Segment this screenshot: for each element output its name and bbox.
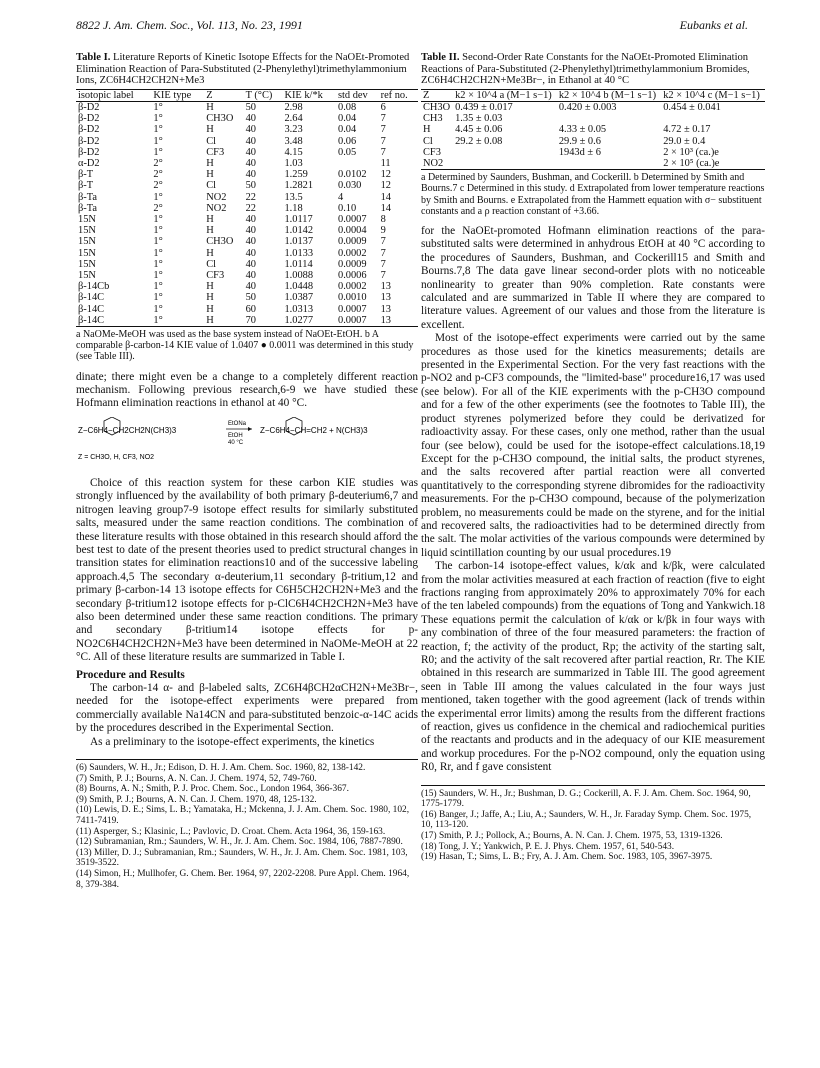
table-cell [661, 113, 765, 124]
table-cell: 0.08 [338, 101, 357, 113]
table-cell: 2.98 [284, 101, 303, 113]
table-cell: 0.06 [338, 135, 357, 147]
table-cell: 12 [380, 180, 391, 192]
table-cell: 1° [153, 191, 163, 203]
reference: (11) Asperger, S.; Klasinic, L.; Pavlovic, D. Croat. Chem. Acta 1964, 36, 159-163. [76, 826, 386, 837]
table-row [76, 248, 418, 259]
table2-caption: Table II. Second-Order Rate Constants for the NaOEt-Promoted Elimination Reactions of Para-Substituted (2-Phenylethyl)trimethylammonium Bromides, ZC6H4CH2CH2N+Me3Br−, in Ethanol at 40 °C [421, 52, 750, 87]
table-header-cell: k2 × 10^4 b (M−1 s−1) [557, 89, 661, 101]
reference: (13) Miller, D. J.; Subramanian, Rm.; Saunders, W. H., Jr. J. Am. Chem. Soc. 1981, 103, 3519-3522. [76, 847, 408, 869]
table-cell: 12 [380, 169, 391, 181]
table-cell: 7 [380, 135, 386, 147]
table-cell: 13 [380, 303, 391, 315]
table-cell: 40 [245, 124, 256, 136]
table-cell: α-D2 [78, 158, 100, 169]
table2-footnote: a Determined by Saunders, Bushman, and Cockerill. b Determined by Smith and Bourns.7 c Determined in this study. d Extrapolated from lower temperature reactions by Smith and Bourns. e Extrapolated from the Hammett equation with σ− substituent constants and a ρ reaction constant of +3.66. [421, 172, 765, 217]
table-cell: 0.04 [338, 113, 357, 125]
table-cell: 13 [380, 281, 391, 293]
table-cell: 1.0313 [284, 303, 314, 315]
table-cell: 1° [153, 135, 163, 147]
table-row [76, 147, 418, 158]
table-cell: CH3O [423, 101, 451, 113]
table-cell: 13 [380, 292, 391, 304]
table-cell: 40 [245, 169, 256, 181]
table-row [76, 304, 418, 315]
table-cell: 0.0002 [338, 247, 367, 259]
table-cell: β-D2 [78, 113, 100, 125]
table-cell: 1.0137 [284, 236, 314, 248]
table-cell: 4.72 ± 0.17 [663, 124, 711, 136]
right-column [421, 52, 765, 863]
table-row [76, 214, 418, 225]
arrowhead-icon [248, 427, 252, 431]
table-cell: 7 [380, 124, 386, 136]
table-row [421, 124, 765, 135]
table-cell: Cl [423, 135, 433, 147]
table-cell: 1.0114 [284, 258, 313, 270]
table-cell: 0.0010 [338, 292, 367, 304]
table-cell: 40 [245, 258, 256, 270]
table-cell: 29.0 ± 0.4 [663, 135, 706, 147]
table-cell: 11 [380, 158, 391, 169]
reference: (14) Simon, H.; Mullhofer, G. Chem. Ber. 1964, 97, 2202-2208. Pure Appl. Chem. 1964, 8, 379-384. [76, 868, 410, 890]
table-cell: 1° [153, 281, 163, 293]
table-cell: 1° [153, 124, 163, 136]
table-cell: 0.0102 [338, 169, 367, 181]
table-cell: 6 [380, 101, 386, 113]
table-cell: 15N [78, 258, 96, 270]
table-cell: H [206, 314, 214, 326]
table-cell: 1° [153, 113, 163, 125]
table-cell: 4 [338, 191, 344, 203]
reference: (12) Subramanian, Rm.; Saunders, W. H., Jr. J. Am. Chem. Soc. 1984, 106, 7887-7890. [76, 837, 403, 848]
reference: (7) Smith, P. J.; Bourns, A. N. Can. J. Chem. 1974, 52, 749-760. [76, 773, 317, 784]
table-cell: 40 [245, 247, 256, 259]
paragraph: The carbon-14 isotope-effect values, k/αk and k/βk, were calculated from the molar activities measured at each fraction of reaction (five to eight fractions ranging from approximately 20% to approximately 70% for each of the ten labeled compounds) from the equations of Tong and Yankwich.18 These equations permit the calculation of k/αk or k/βk in four ways with any combination of three of the four measured parameters: the fraction of reaction, f; the activity of the product, Rp; the activity of the starting salt, R0; and the activity of the salt recovered after partial reaction, Rr. The KIE obtained in this research are summarized in Table III. The good agreement seen in Table III among the values calculated in the four ways just mentioned, taken together with the good agreement (lack of trends within the experimental error limits) among the results from the different fractions of reaction, gives us confidence in the chemical and radiochemical purities of the reactants and products and in the adequacy of our KIE measurement and workup procedures. For the p-NO2 compound, only the equation using R0, Rr, and f gave consistent [421, 560, 765, 774]
table-cell: H [206, 158, 214, 169]
references-right [421, 785, 765, 863]
table-cell: 1° [153, 303, 163, 315]
table-cell: 0.0007 [338, 314, 367, 326]
table-cell: β-D2 [78, 146, 100, 158]
left-column [76, 52, 418, 890]
table-cell: 40 [245, 214, 256, 226]
table-cell: 1943d ± 6 [558, 146, 601, 158]
table-cell: 1.0133 [284, 247, 314, 259]
reference: (16) Banger, J.; Jaffe, A.; Liu, A.; Saunders, W. H., Jr. Faraday Symp. Chem. Soc. 1975, 10, 113-120. [421, 809, 752, 831]
table-cell: 40 [245, 158, 256, 169]
table-header-cell: KIE k/*k [282, 89, 336, 101]
table-cell: 1° [153, 146, 163, 158]
table-cell: 40 [245, 225, 256, 237]
table-header-cell: k2 × 10^4 a (M−1 s−1) [453, 89, 557, 101]
table-row [76, 292, 418, 303]
table-header-cell: Z [204, 89, 243, 101]
table-cell: 1.35 ± 0.03 [455, 113, 503, 125]
table-row [76, 315, 418, 327]
table-cell: 1.0117 [284, 214, 313, 226]
table-cell: 40 [245, 146, 256, 158]
reference: (6) Saunders, W. H., Jr.; Edison, D. H. J. Am. Chem. Soc. 1960, 82, 138-142. [76, 763, 366, 773]
table-cell: 40 [245, 281, 256, 293]
table-cell: 0.454 ± 0.041 [663, 101, 721, 113]
table-cell: CH3O [206, 236, 234, 248]
table-cell: β-D2 [78, 124, 100, 136]
table-row [76, 192, 418, 203]
table-cell: 50 [245, 180, 256, 192]
table-cell: 8 [380, 214, 386, 226]
scheme-substituents: Z = CH3O, H, CF3, NO2 [78, 453, 155, 461]
table-cell: 1.18 [284, 202, 303, 214]
table-cell: H [206, 292, 214, 304]
table-cell: 2° [153, 169, 163, 181]
table-row [76, 281, 418, 292]
paragraph: As a preliminary to the isotope-effect experiments, the kinetics [90, 735, 375, 748]
table-cell: 0.04 [338, 124, 357, 136]
table-cell [453, 158, 557, 170]
table-cell: 15N [78, 214, 96, 226]
table-cell: CF3 [206, 270, 225, 282]
table-cell: 7 [380, 258, 386, 270]
table-row [421, 136, 765, 147]
table-cell: 40 [245, 135, 256, 147]
table-cell: 14 [380, 202, 391, 214]
table1-caption: Table I. Literature Reports of Kinetic Isotope Effects for the NaOEt-Promoted Elimination Reaction of Para-Substituted (2-Phenylethyl)trimethylammonium Ions, ZC6H4CH2CH2N+Me3 [76, 52, 410, 87]
table-cell: CF3 [423, 146, 441, 158]
table-cell: β-14C [78, 303, 105, 315]
table-row [421, 113, 765, 124]
table-cell: 2 × 10³ (ca.)e [663, 146, 719, 158]
table-cell: 0.0006 [338, 270, 367, 282]
table-cell: 13 [380, 314, 391, 326]
table-header-cell: Z [421, 89, 453, 101]
scheme-reactant: Z−C6H4−CH2CH2N(CH3)3 [78, 425, 177, 435]
table-cell: 2.64 [284, 113, 303, 125]
table-cell: Cl [206, 135, 217, 147]
table-header-cell: k2 × 10^4 c (M−1 s−1) [661, 89, 765, 101]
table-cell: 40 [245, 236, 256, 248]
table-cell: 0.0009 [338, 236, 367, 248]
scheme-temperature: 40 °C [228, 439, 244, 446]
table-header-cell: T (°C) [244, 89, 283, 101]
table-cell: 0.030 [338, 180, 362, 192]
table-cell: H [206, 247, 214, 259]
table-cell: 1° [153, 101, 163, 113]
paragraph: dinate; there might even be a change to a completely different reaction mechanism. Following previous research,6-9 we have studied these Hofmann elimination reactions in ethanol at 40 °C. [76, 370, 418, 410]
table-cell: 7 [380, 247, 386, 259]
reference: (15) Saunders, W. H., Jr.; Bushman, D. G.; Cockerill, A. F. J. Am. Chem. Soc. 1964, 90, 1775-1779. [421, 788, 751, 810]
table1-footnote: a NaOMe-MeOH was used as the base system instead of NaOEt-EtOH. b A comparable β-carbon-14 KIE value of 1.0407 ● 0.0011 was determined in this study (see Table III). [76, 329, 414, 363]
table-cell: 0.439 ± 0.017 [455, 101, 513, 113]
authors: Eubanks et al. [679, 18, 748, 32]
table-cell: 1° [153, 236, 163, 248]
table-row [76, 101, 418, 113]
reference: (9) Smith, P. J.; Bourns, A. N. Can. J. Chem. 1970, 48, 125-132. [76, 794, 317, 805]
table-cell: 1° [153, 247, 163, 259]
table-cell: 1.03 [284, 158, 303, 169]
table-cell: CF3 [206, 146, 225, 158]
table-cell: H [206, 281, 214, 293]
table-cell: 3.23 [284, 124, 303, 136]
table-cell: β-D2 [78, 135, 100, 147]
table-cell: β-D2 [78, 101, 100, 113]
table-cell [453, 147, 557, 158]
table-cell: 29.2 ± 0.08 [455, 135, 503, 147]
table-cell: 1.0387 [284, 292, 314, 304]
table-row [76, 225, 418, 236]
table-header-cell: isotopic label [76, 89, 151, 101]
scheme-reagent: EtONa [228, 420, 247, 427]
paragraph: Most of the isotope-effect experiments were carried out by the same procedures as those used for the kinetics measurements; details are presented in the Experimental Section. For the very fast reactions with the p-NO2 and p-CF3 compounds, the "limited-base" procedure16,17 was used (see below). For all of the KIE experiments with the p-CH3O compound and for a few of the other experiments (see the footnotes to Table III), the product styrenes polymerized before they could be derivatized for radioactivity assay. For these cases, only one method, rather than the usual four (see below), could be used for the isotope-effect calculations.18,19 Except for the p-CH3O compound, the initial salts, the product styrenes, and the salts recovered after partial reaction were all converted quantitatively to the corresponding styrene dibromides for the radioactivity measurements. For the p-CH3O compound, because of the polymerization problem, no measurements could be made on the styrene, and for the initial and recovered salts, the radioactivities had to be determined directly from the salt. The molar activities of the various compounds were determined by liquid scintillation counting by our usual procedures.19 [421, 332, 765, 559]
table-cell: 1° [153, 214, 163, 226]
table-cell: 2° [153, 180, 163, 192]
table-cell: 15N [78, 247, 96, 259]
table-header-cell: KIE type [151, 89, 204, 101]
table-cell: 1° [153, 270, 163, 282]
section-heading: Procedure and Results [76, 668, 185, 681]
paragraph: Choice of this reaction system for these carbon KIE studies was strongly influenced by the availability of both primary β-deuterium6,7 and nitrogen leaving group7-9 isotope effect results for similarly substituted salts, measured under the same reaction conditions. The combination of these literature results with those obtained in this research should afford the best test to date of the present theories used to predict structural changes in transition states for elimination reactions10 and of the successive labeling approach.4,5 The secondary α-deuterium,11 secondary β-tritium,12 and primary β-carbon-14 13 isotope effects for C6H5CH2CH2N+Me3 and the secondary β-tritium12 isotope effects for p-ClC6H4CH2CH2N+Me3 have also been determined under these same reaction conditions. The primary and secondary β-tritium14 isotope effects for p-NO2C6H4CH2CH2N+Me3 have been determined in NaOMe-MeOH at 22 °C. All of these literature results are summarized in Table I. [76, 476, 418, 664]
table-cell: 22 [245, 202, 256, 214]
table-row [76, 259, 418, 270]
table-cell: H [206, 101, 214, 113]
table-cell: 3.48 [284, 135, 303, 147]
table-row [76, 236, 418, 247]
table-cell: 7 [380, 146, 386, 158]
table-cell: 1.0088 [284, 270, 314, 282]
table-cell: β-14Cb [78, 281, 110, 293]
reference: (18) Tong, J. Y.; Yankwich, P. E. J. Phys. Chem. 1957, 61, 540-543. [421, 841, 675, 852]
table-cell: CH3O [206, 113, 234, 125]
table-cell: H [206, 124, 214, 136]
table-cell: β-T [78, 180, 94, 192]
table-cell: 4.45 ± 0.06 [455, 124, 503, 136]
table-row [76, 136, 418, 147]
reference: (17) Smith, P. J.; Pollock, A.; Bourns, A. N. Can. J. Chem. 1975, 53, 1319-1326. [421, 831, 723, 842]
table-cell: H [206, 303, 214, 315]
scheme-product: Z−C6H4−CH=CH2 + N(CH3)3 [260, 425, 368, 435]
table-cell: 70 [245, 314, 256, 326]
table-cell: 0.0007 [338, 303, 367, 315]
table-cell: 0.0002 [338, 281, 367, 293]
table-cell: 1° [153, 314, 163, 326]
table-cell: β-14C [78, 314, 105, 326]
table-cell: H [206, 169, 214, 181]
table-cell: 0.0009 [338, 258, 367, 270]
table-cell: 40 [245, 113, 256, 125]
table-cell: 60 [245, 303, 256, 315]
table-cell: 15N [78, 225, 96, 237]
table-cell: β-14C [78, 292, 105, 304]
table-cell: 1° [153, 225, 163, 237]
table-cell: 7 [380, 270, 386, 282]
table-cell: β-Ta [78, 202, 97, 214]
table-cell: 14 [380, 191, 391, 203]
table-row [421, 158, 765, 170]
table-cell: H [423, 124, 431, 136]
table-cell: 9 [380, 225, 386, 237]
table-row [76, 180, 418, 191]
table-row [76, 169, 418, 180]
table-cell: 50 [245, 292, 256, 304]
table-cell: 15N [78, 270, 96, 282]
journal-citation: 8822 J. Am. Chem. Soc., Vol. 113, No. 23, 1991 [76, 18, 303, 32]
table-row [76, 203, 418, 214]
table-cell: NO2 [423, 158, 444, 169]
table-cell: 7 [380, 236, 386, 248]
scheme-solvent: EtOH [228, 432, 243, 439]
table-row [76, 158, 418, 169]
table-cell: 0.05 [338, 146, 357, 158]
table-cell: 2 × 10⁵ (ca.)e [663, 158, 720, 169]
table-cell [557, 158, 661, 170]
table-cell: 1° [153, 292, 163, 304]
table-cell: 22 [245, 191, 256, 203]
reaction-scheme-graphic [76, 417, 418, 469]
table-cell: 40 [245, 270, 256, 282]
table-row [421, 147, 765, 158]
table-row [76, 270, 418, 281]
reference: (8) Bourns, A. N.; Smith, P. J. Proc. Chem. Soc., London 1964, 366-367. [76, 784, 349, 795]
table-cell: 4.15 [284, 146, 303, 158]
table-cell: β-T [78, 169, 94, 181]
table-cell: 0.10 [338, 202, 357, 214]
table-cell: 1.0142 [284, 225, 314, 237]
table-cell: 50 [245, 101, 256, 113]
references-left [76, 759, 418, 890]
table-cell: 4.33 ± 0.05 [558, 124, 607, 136]
table-cell: β-Ta [78, 191, 97, 203]
table-cell: 2° [153, 158, 163, 169]
table-cell: 13.5 [284, 191, 303, 203]
table-cell: 1.0448 [284, 281, 314, 293]
table-cell: 1.259 [284, 169, 308, 181]
table-cell: NO2 [206, 191, 227, 203]
table-cell: 1° [153, 258, 163, 270]
table-cell: Cl [206, 258, 217, 270]
table-cell: 0.420 ± 0.003 [558, 101, 617, 113]
table-cell: 29.9 ± 0.6 [558, 135, 601, 147]
table-cell: 0.0004 [338, 225, 367, 237]
table-cell: 2° [153, 202, 163, 214]
table-header-cell: std dev [336, 89, 379, 101]
reference: (10) Lewis, D. E.; Sims, L. B.; Yamataka, H.; Mckenna, J. J. Am. Chem. Soc. 1980, 102, 7411-7419. [76, 805, 410, 826]
table-cell: H [206, 225, 214, 237]
table1 [76, 89, 418, 327]
reference: (19) Hasan, T.; Sims, L. B.; Fry, A. J. Am. Chem. Soc. 1983, 105, 3967-3975. [421, 852, 713, 863]
table-cell [336, 158, 379, 169]
table-row [76, 113, 418, 124]
table-header-cell: ref no. [379, 89, 418, 101]
table-cell: NO2 [206, 202, 227, 214]
paragraph: The carbon-14 α- and β-labeled salts, ZC6H4βCH2αCH2N+Me3Br−, needed for the isotope-effect experiments were prepared from commercially available Na14CN and para-substituted benzoic-α-14C acids by the procedures described in the Experimental Section. [76, 681, 418, 735]
table-cell: Cl [206, 180, 217, 192]
table-cell: 0.0007 [338, 214, 367, 226]
table-cell [557, 113, 661, 124]
paragraph: for the NaOEt-promoted Hofmann elimination reactions of the para-substituted salts were determined in anhydrous EtOH at 40 °C according to the procedures of Saunders, Bushman, and Cockerill15 and Smith and Bourns.7,8 The data gave linear second-order plots with no noticeable nonlinearity to greater than 90% completion. Rate constants were calculated and are summarized in Table II where they are compared to literature values. Agreement of our values and those from the literature is excellent. [421, 225, 765, 331]
table-row [76, 124, 418, 135]
table2 [421, 89, 765, 170]
table-cell: 1.0277 [284, 314, 314, 326]
table-cell: CH3 [423, 113, 443, 125]
table-cell: 7 [380, 113, 386, 125]
table-row [421, 101, 765, 113]
table-cell: 1.2821 [284, 180, 314, 192]
table-cell: H [206, 214, 214, 226]
running-header [76, 18, 748, 34]
reaction-scheme [76, 417, 418, 469]
table-cell: 15N [78, 236, 96, 248]
